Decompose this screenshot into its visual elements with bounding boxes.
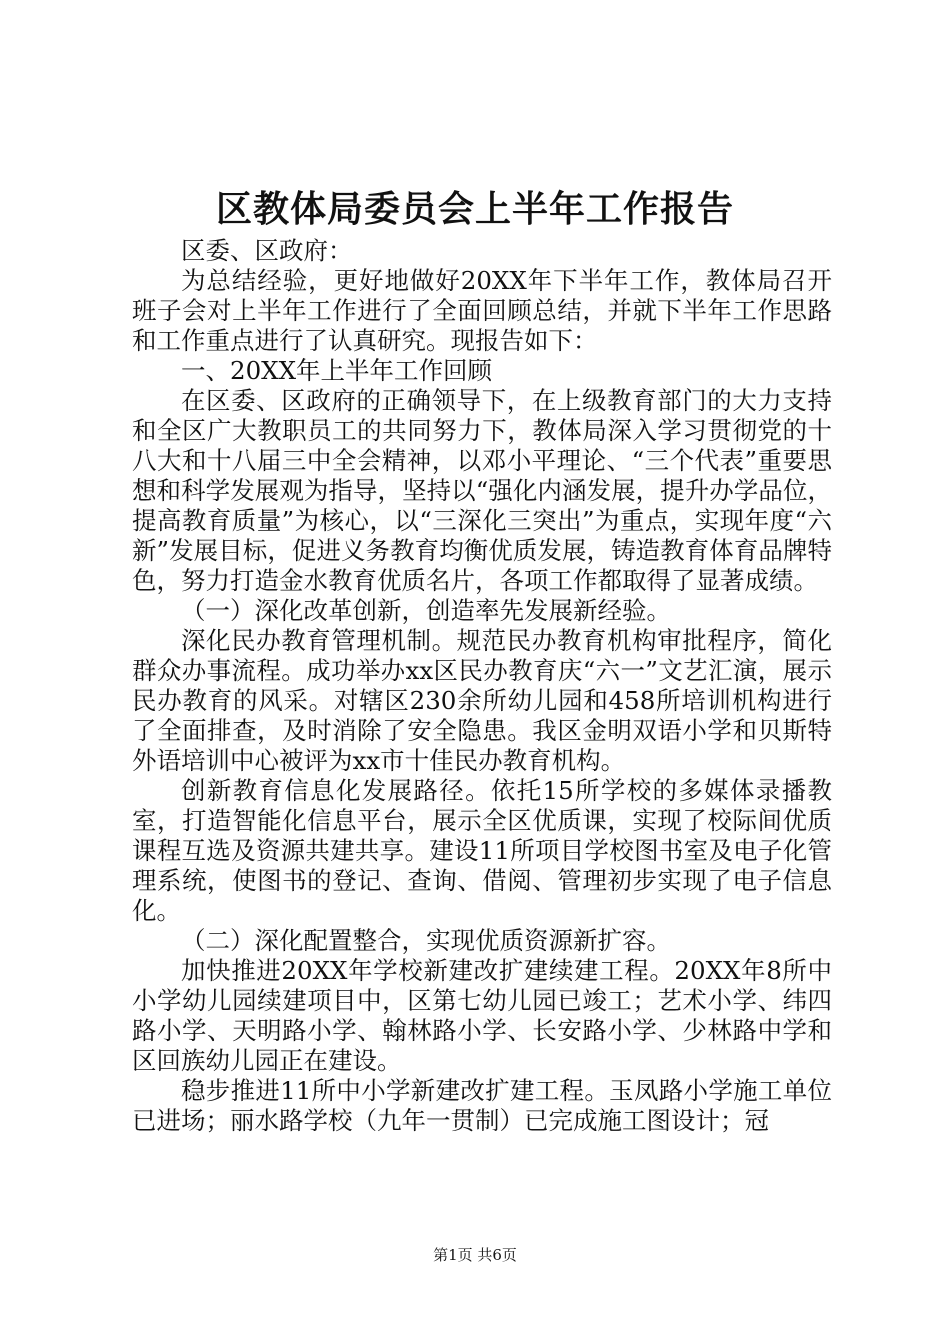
subsection-heading-2: （二）深化配置整合，实现优质资源新扩容。 [181, 926, 671, 955]
intro-paragraph: 为总结经验，更好地做好20XX年下半年工作，教体局召开班子会对上半年工作进行了全面回顾总结，并就下半年工作思路和工作重点进行了认真研究。现报告如下： [132, 266, 832, 355]
page-footer: 第1页 共6页 [433, 1246, 517, 1264]
document-body [132, 236, 832, 1136]
new-projects-paragraph: 稳步推进11所中小学新建改扩建工程。玉凤路小学施工单位已进场；丽水路学校（九年一贯制）已完成施工图设计；冠 [132, 1076, 832, 1135]
private-education-paragraph: 深化民办教育管理机制。规范民办教育机构审批程序，简化群众办事流程。成功举办xx区民办教育庆“六一”文艺汇演，展示民办教育的风采。对辖区230余所幼儿园和458所培训机构进行了全面排查，及时消除了安全隐患。我区金明双语小学和贝斯特外语培训中心被评为xx市十佳民办教育机构。 [132, 626, 832, 775]
section-heading-1: 一、20XX年上半年工作回顾 [181, 356, 493, 385]
salutation-paragraph: 区委、区政府： [181, 236, 353, 265]
subsection-heading-1: （一）深化改革创新，创造率先发展新经验。 [181, 596, 671, 625]
document-title: 区教体局委员会上半年工作报告 [215, 188, 734, 230]
summary-paragraph: 在区委、区政府的正确领导下，在上级教育部门的大力支持和全区广大教职员工的共同努力下，教体局深入学习贯彻党的十八大和十八届三中全会精神，以邓小平理论、“三个代表”重要思想和科学发展观为指导，坚持以“强化内涵发展，提升办学品位，提高教育质量”为核心，以“三深化三突出”为重点，实现年度“六新”发展目标，促进义务教育均衡优质发展，铸造教育体育品牌特色，努力打造金水教育优质名片，各项工作都取得了显著成绩。 [132, 386, 832, 595]
construction-paragraph: 加快推进20XX年学校新建改扩建续建工程。20XX年8所中小学幼儿园续建项目中，区第七幼儿园已竣工；艺术小学、纬四路小学、天明路小学、翰林路小学、长安路小学、少林路中学和区回族幼儿园正在建设。 [132, 956, 832, 1075]
informatization-paragraph: 创新教育信息化发展路径。依托15所学校的多媒体录播教室，打造智能化信息平台，展示全区优质课，实现了校际间优质课程互选及资源共建共享。建设11所项目学校图书室及电子化管理系统，使图书的登记、查询、借阅、管理初步实现了电子信息化。 [132, 776, 832, 925]
